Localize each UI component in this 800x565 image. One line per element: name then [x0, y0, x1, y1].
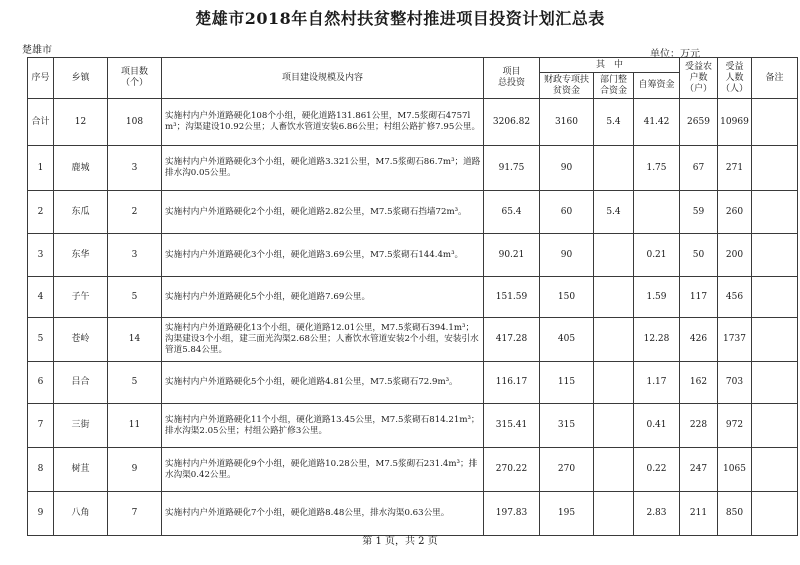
table-row	[28, 277, 798, 318]
cell-seq: 合计	[28, 99, 54, 146]
table-row	[28, 492, 798, 536]
cell-town: 鹿城	[54, 146, 108, 191]
cell-total: 3206.82	[484, 99, 540, 146]
cell-total: 90.21	[484, 234, 540, 277]
cell-self: 1.75	[634, 146, 680, 191]
cell-town: 吕合	[54, 362, 108, 404]
page-title: 楚雄市2018年自然村扶贫整村推进项目投资计划汇总表	[195, 9, 605, 28]
cell-count: 14	[108, 318, 162, 362]
cell-people: 1737	[718, 318, 752, 362]
cell-total: 197.83	[484, 492, 540, 536]
cell-dept	[594, 146, 634, 191]
header-people	[718, 58, 752, 99]
header-total	[484, 58, 540, 99]
cell-self: 0.21	[634, 234, 680, 277]
cell-households: 247	[680, 448, 718, 492]
cell-self: 41.42	[634, 99, 680, 146]
header-count-text: 项目数 （个）	[120, 67, 148, 88]
cell-desc: 实施村内户外道路硬化5个小组，硬化道路4.81公里，M7.5浆砌石72.9m³。	[162, 362, 484, 404]
cell-households: 59	[680, 191, 718, 234]
header-dept-text: 部门整 合资金	[599, 74, 627, 96]
cell-households: 67	[680, 146, 718, 191]
cell-remark	[752, 191, 798, 234]
cell-remark	[752, 277, 798, 318]
cell-people: 456	[718, 277, 752, 318]
cell-dept	[594, 277, 634, 318]
table-row	[28, 99, 798, 146]
city-label: 楚雄市	[22, 45, 52, 56]
cell-dept	[594, 404, 634, 448]
cell-seq: 2	[28, 191, 54, 234]
header-remark: 备注	[752, 58, 798, 99]
cell-self: 0.41	[634, 404, 680, 448]
cell-households: 162	[680, 362, 718, 404]
cell-count: 9	[108, 448, 162, 492]
cell-remark	[752, 146, 798, 191]
cell-fiscal: 115	[540, 362, 594, 404]
cell-count: 5	[108, 277, 162, 318]
cell-town: 东瓜	[54, 191, 108, 234]
table-row	[28, 448, 798, 492]
header-households-text: 受益农 户数 （户）	[684, 61, 712, 94]
cell-desc: 实施村内户外道路硬化2个小组，硬化道路2.82公里，M7.5浆砌石挡墙72m³。	[162, 191, 484, 234]
cell-desc: 实施村内户外道路硬化13个小组，硬化道路12.01公里，M7.5浆砌石394.1m³；沟渠建设3个小组，建三面光沟渠2.68公里；人畜饮水管道安装2个小组，安装引水管道5.84公里。	[162, 318, 484, 362]
cell-count: 5	[108, 362, 162, 404]
cell-fiscal: 60	[540, 191, 594, 234]
cell-dept	[594, 234, 634, 277]
cell-count: 2	[108, 191, 162, 234]
table-row	[28, 191, 798, 234]
cell-self: 0.22	[634, 448, 680, 492]
header-self: 自筹资金	[634, 73, 680, 99]
header-desc: 项目建设规模及内容	[162, 58, 484, 99]
table-row	[28, 146, 798, 191]
cell-self: 1.17	[634, 362, 680, 404]
cell-count: 108	[108, 99, 162, 146]
cell-fiscal: 90	[540, 234, 594, 277]
cell-desc: 实施村内户外道路硬化9个小组，硬化道路10.28公里，M7.5浆砌石231.4m³；排水沟渠0.42公里。	[162, 448, 484, 492]
cell-seq: 6	[28, 362, 54, 404]
header-seq: 序号	[28, 58, 54, 99]
cell-total: 91.75	[484, 146, 540, 191]
cell-total: 116.17	[484, 362, 540, 404]
cell-desc: 实施村内户外道路硬化7个小组，硬化道路8.48公里，排水沟渠0.63公里。	[162, 492, 484, 536]
cell-dept	[594, 318, 634, 362]
header-fiscal	[540, 73, 594, 99]
cell-dept	[594, 362, 634, 404]
cell-town: 12	[54, 99, 108, 146]
cell-people: 1065	[718, 448, 752, 492]
cell-seq: 1	[28, 146, 54, 191]
header-count	[108, 58, 162, 99]
cell-self: 2.83	[634, 492, 680, 536]
header-fiscal-text: 财政专项扶 贫资金	[543, 74, 589, 96]
cell-town: 三街	[54, 404, 108, 448]
cell-seq: 7	[28, 404, 54, 448]
cell-fiscal: 3160	[540, 99, 594, 146]
cell-town: 子午	[54, 277, 108, 318]
cell-total: 315.41	[484, 404, 540, 448]
header-total-text: 项目 总投资	[497, 67, 525, 88]
cell-people: 271	[718, 146, 752, 191]
cell-desc: 实施村内户外道路硬化5个小组，硬化道路7.69公里。	[162, 277, 484, 318]
cell-remark	[752, 234, 798, 277]
cell-town: 苍岭	[54, 318, 108, 362]
cell-town: 树苴	[54, 448, 108, 492]
cell-count: 3	[108, 146, 162, 191]
cell-seq: 3	[28, 234, 54, 277]
cell-remark	[752, 362, 798, 404]
cell-seq: 5	[28, 318, 54, 362]
header-people-text: 受益 人数 （人）	[720, 61, 748, 94]
cell-people: 703	[718, 362, 752, 404]
page-footer: 第 1 页，共 2 页	[362, 536, 438, 547]
table-row	[28, 234, 798, 277]
investment-table	[27, 57, 798, 536]
cell-town: 八角	[54, 492, 108, 536]
cell-count: 3	[108, 234, 162, 277]
cell-people: 972	[718, 404, 752, 448]
cell-people: 200	[718, 234, 752, 277]
cell-town: 东华	[54, 234, 108, 277]
cell-people: 10969	[718, 99, 752, 146]
cell-total: 65.4	[484, 191, 540, 234]
cell-households: 228	[680, 404, 718, 448]
cell-fiscal: 315	[540, 404, 594, 448]
table-row	[28, 404, 798, 448]
cell-seq: 9	[28, 492, 54, 536]
cell-fiscal: 405	[540, 318, 594, 362]
cell-desc: 实施村内户外道路硬化3个小组，硬化道路3.321公里，M7.5浆砌石86.7m³；道路排水沟0.05公里。	[162, 146, 484, 191]
cell-households: 211	[680, 492, 718, 536]
cell-households: 2659	[680, 99, 718, 146]
cell-seq: 8	[28, 448, 54, 492]
cell-seq: 4	[28, 277, 54, 318]
cell-fiscal: 270	[540, 448, 594, 492]
cell-total: 151.59	[484, 277, 540, 318]
cell-dept	[594, 448, 634, 492]
cell-remark	[752, 448, 798, 492]
cell-remark	[752, 318, 798, 362]
cell-fiscal: 90	[540, 146, 594, 191]
cell-fiscal: 195	[540, 492, 594, 536]
cell-households: 426	[680, 318, 718, 362]
table-row	[28, 362, 798, 404]
cell-desc: 实施村内户外道路硬化11个小组，硬化道路13.45公里，M7.5浆砌石814.21m³；排水沟渠2.05公里；村组公路扩修3公里。	[162, 404, 484, 448]
cell-remark	[752, 492, 798, 536]
cell-remark	[752, 99, 798, 146]
cell-fiscal: 150	[540, 277, 594, 318]
unit-label: 单位：万元	[650, 49, 700, 60]
header-dept	[594, 73, 634, 99]
cell-dept: 5.4	[594, 191, 634, 234]
header-among: 其 中	[540, 58, 680, 73]
cell-total: 417.28	[484, 318, 540, 362]
cell-self: 1.59	[634, 277, 680, 318]
cell-dept: 5.4	[594, 99, 634, 146]
cell-self	[634, 191, 680, 234]
cell-count: 7	[108, 492, 162, 536]
cell-desc: 实施村内户外道路硬化3个小组，硬化道路3.69公里，M7.5浆砌石144.4m³。	[162, 234, 484, 277]
header-town: 乡镇	[54, 58, 108, 99]
cell-households: 117	[680, 277, 718, 318]
table-row	[28, 318, 798, 362]
cell-people: 850	[718, 492, 752, 536]
cell-dept	[594, 492, 634, 536]
cell-total: 270.22	[484, 448, 540, 492]
cell-households: 50	[680, 234, 718, 277]
cell-desc: 实施村内户外道路硬化108个小组，硬化道路131.861公里，M7.5浆砌石4757l m³；沟渠建设10.92公里；人畜饮水管道安装6.86公里；村组公路扩修7.95公里。	[162, 99, 484, 146]
cell-count: 11	[108, 404, 162, 448]
cell-remark	[752, 404, 798, 448]
header-households	[680, 58, 718, 99]
cell-people: 260	[718, 191, 752, 234]
cell-self: 12.28	[634, 318, 680, 362]
